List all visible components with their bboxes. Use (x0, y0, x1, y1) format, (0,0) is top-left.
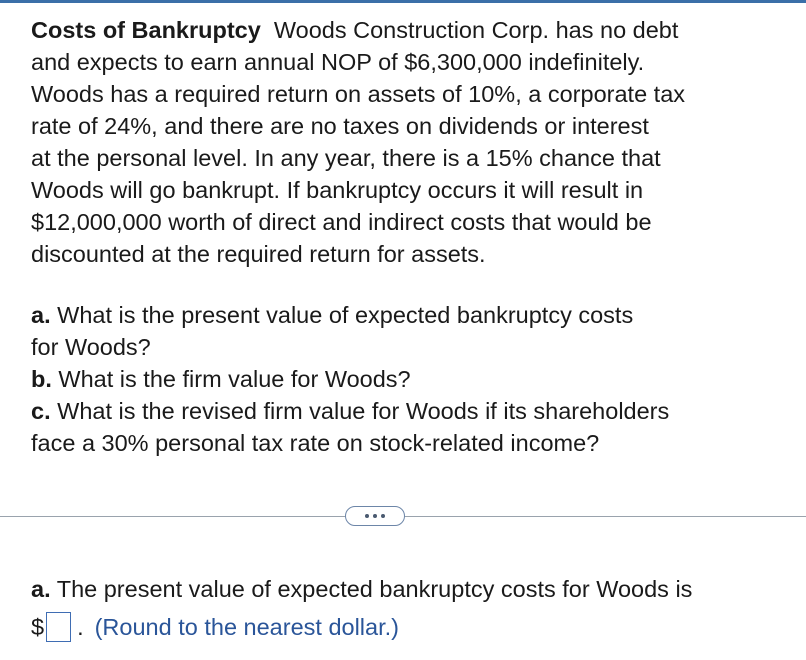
ellipsis-dot-icon (381, 514, 385, 518)
question-a (31, 299, 791, 331)
answer-prompt (31, 573, 791, 605)
rounding-hint: (Round to the nearest dollar.) (94, 614, 399, 640)
answer-section (31, 573, 791, 643)
ellipsis-dot-icon (365, 514, 369, 518)
question-b (31, 363, 791, 395)
question-c-continued: face a 30% personal tax rate on stock-related income? (31, 430, 600, 456)
question-c-text-1: What is the revised firm value for Woods if its shareholders (57, 398, 670, 424)
question-list (31, 299, 791, 459)
question-a-label: a. (31, 302, 51, 328)
problem-line-1 (31, 14, 791, 46)
problem-line-7: $12,000,000 worth of direct and indirect costs that would be (31, 209, 652, 235)
question-b-label: b. (31, 366, 52, 392)
answer-period: . (77, 614, 84, 640)
problem-line-4: rate of 24%, and there are no taxes on dividends or interest (31, 113, 649, 139)
top-rule (0, 0, 806, 3)
problem-line-3: Woods has a required return on assets of 10%, a corporate tax (31, 81, 686, 107)
problem-line-6: Woods will go bankrupt. If bankruptcy occurs it will result in (31, 177, 644, 203)
answer-text: The present value of expected bankruptcy costs for Woods is (56, 576, 693, 602)
problem-title: Costs of Bankruptcy (31, 17, 261, 43)
question-a-continued: for Woods? (31, 334, 151, 360)
problem-line-8: discounted at the required return for assets. (31, 241, 486, 267)
problem-statement (31, 14, 791, 270)
question-b-text: What is the firm value for Woods? (58, 366, 411, 392)
question-c-label: c. (31, 398, 51, 424)
expand-more-button[interactable] (345, 506, 405, 526)
problem-line-5: at the personal level. In any year, there is a 15% chance that (31, 145, 661, 171)
answer-input-row (31, 611, 791, 643)
problem-line-2: and expects to earn annual NOP of $6,300,000 indefinitely. (31, 49, 645, 75)
question-c (31, 395, 791, 427)
answer-label: a. (31, 576, 51, 602)
ellipsis-dot-icon (373, 514, 377, 518)
question-a-text-1: What is the present value of expected bankruptcy costs (57, 302, 634, 328)
currency-symbol: $ (31, 614, 45, 640)
answer-input[interactable] (46, 612, 71, 642)
problem-text-1: Woods Construction Corp. has no debt (273, 17, 679, 43)
